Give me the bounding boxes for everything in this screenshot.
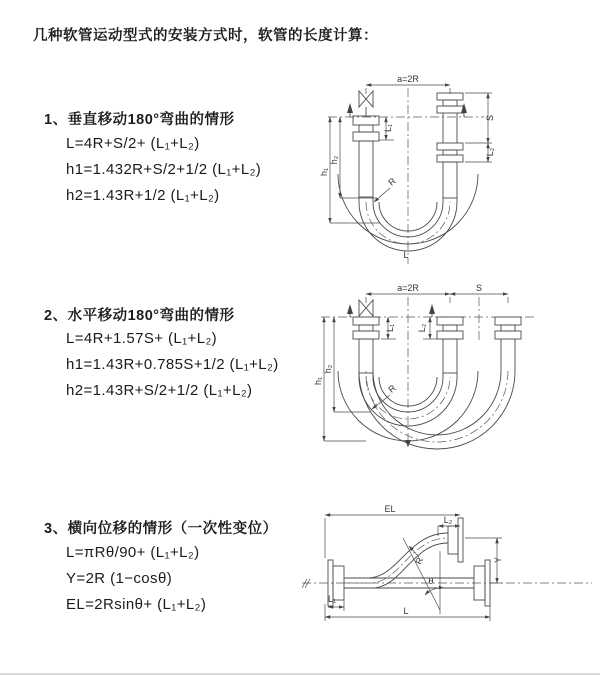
diagram1-valve-icon <box>359 91 373 116</box>
section-3-formula-el: EL=2Rsinθ+ (L₁+L₂) <box>66 596 207 613</box>
dim-label-r: R <box>386 382 398 395</box>
dim-label-el: EL <box>384 504 396 514</box>
diagram3-centerlines <box>302 579 592 588</box>
diagram2-middle-pipe <box>437 317 463 377</box>
diagram1-centerlines <box>328 88 484 264</box>
diagram1-right-pipe <box>437 93 463 202</box>
dim-label-h1: h₁ <box>313 376 323 386</box>
section-2-formula-l: L=4R+1.57S+ (L₁+L₂) <box>66 330 218 347</box>
dim-label-l2: L₂ <box>443 515 453 525</box>
diagram2-right-pipe <box>495 317 521 371</box>
section-1-heading: 1、垂直移动180°弯曲的情形 <box>44 112 235 128</box>
dim-label-l1: L₁ <box>327 594 337 604</box>
dim-label-h2: h₂ <box>329 155 339 165</box>
dim-label-l2: L₂ <box>417 323 427 333</box>
diagram2-hose-bends <box>338 371 515 449</box>
dim-label-s: S <box>475 283 483 293</box>
section-2-heading: 2、水平移动180°弯曲的情形 <box>44 308 235 324</box>
dim-label-r: R <box>413 555 426 566</box>
dim-label-l1: L₁ <box>383 123 393 133</box>
section-3-formula-y: Y=2R (1−cosθ) <box>66 570 173 587</box>
diagram-horizontal-180-bend <box>306 281 596 456</box>
diagram3-angle-construction <box>403 538 444 614</box>
section-3-heading: 3、横向位移的情形（一次性变位） <box>44 521 278 537</box>
diagram3-dimensions <box>325 515 502 621</box>
section-2-formula-h1: h1=1.43R+0.785S+1/2 (L₁+L₂) <box>66 356 279 373</box>
dim-label-l: L <box>403 606 409 616</box>
dim-label-theta: θ <box>428 576 434 586</box>
page-title: 几种软管运动型式的安装方式时，软管的长度计算： <box>33 28 378 44</box>
section-1-formula-h2: h2=1.43R+1/2 (L₁+L₂) <box>66 187 220 204</box>
dim-label-y: Y <box>493 556 503 564</box>
section-2-formula-h2: h2=1.43R+S/2+1/2 (L₁+L₂) <box>66 382 253 399</box>
section-1-formula-h1: h1=1.432R+S/2+1/2 (L₁+L₂) <box>66 161 262 178</box>
dim-label-l2: L₂ <box>485 147 495 157</box>
diagram1-dimensions <box>330 85 492 223</box>
dim-label-a2r: a=2R <box>397 283 419 293</box>
diagram-vertical-180-bend <box>306 70 596 270</box>
dim-label-h2: h₂ <box>323 364 333 374</box>
dim-label-a2r: a=2R <box>397 74 419 84</box>
dim-label-s: S <box>485 114 495 122</box>
dim-label-r: R <box>386 175 398 188</box>
section-3-formula-l: L=πRθ/90+ (L₁+L₂) <box>66 544 200 561</box>
dim-label-h1: h₁ <box>319 167 329 177</box>
dim-label-l: L <box>403 250 409 260</box>
section-1-formula-l: L=4R+S/2+ (L₁+L₂) <box>66 135 200 152</box>
diagram1-left-pipe <box>353 116 379 202</box>
diagram-lateral-displacement <box>298 496 598 651</box>
diagram2-left-pipe <box>353 317 379 377</box>
dim-label-l1: L₁ <box>385 323 395 333</box>
